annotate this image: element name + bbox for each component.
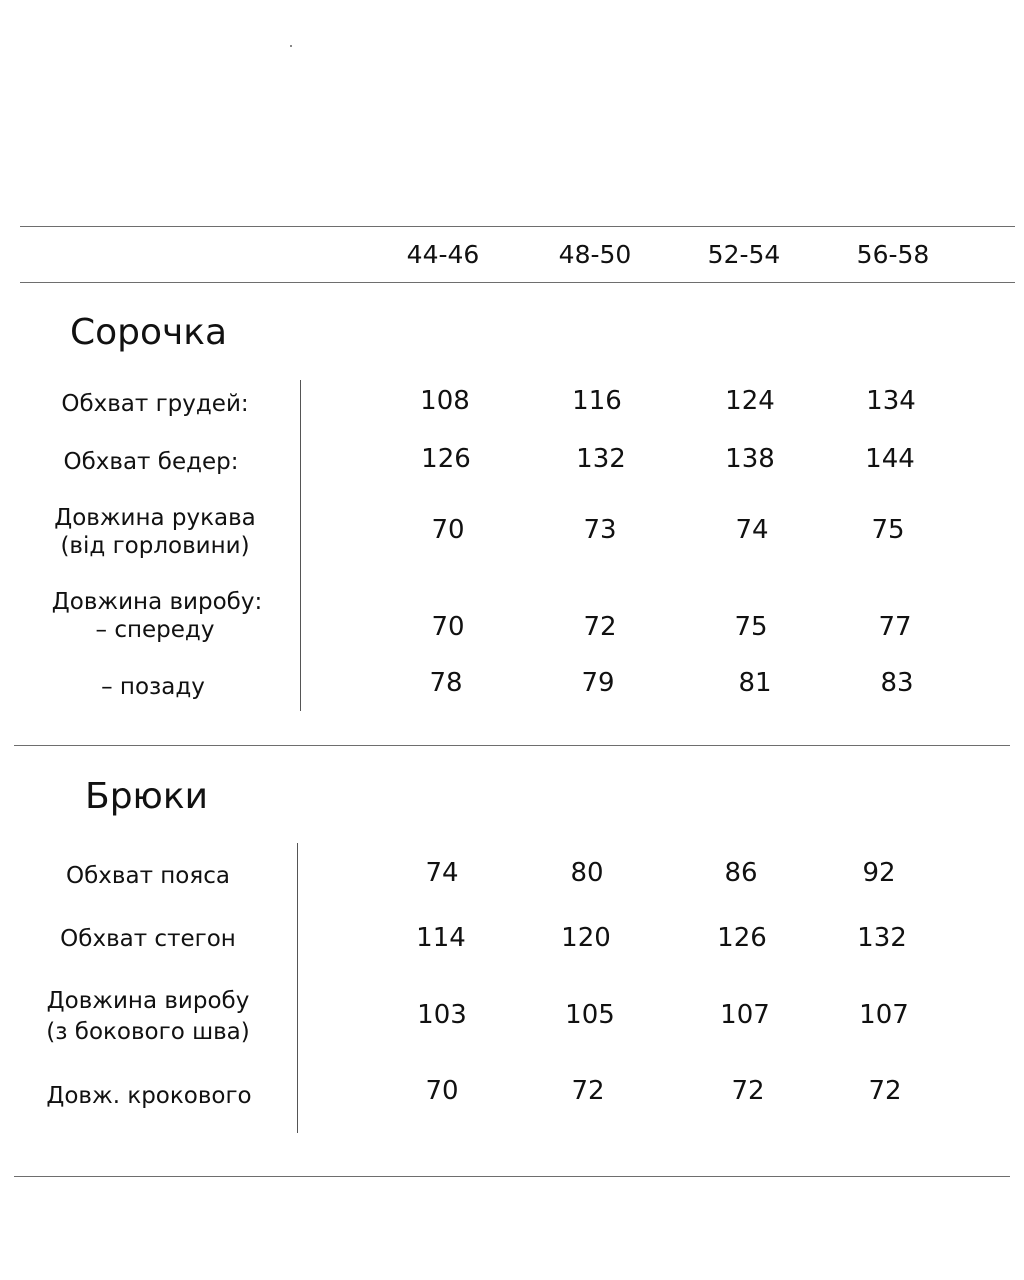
measure-value: 79 bbox=[581, 668, 615, 698]
measure-value: 108 bbox=[420, 386, 470, 416]
measure-value: 73 bbox=[583, 515, 617, 545]
measure-value: 74 bbox=[425, 858, 459, 888]
measure-label: Обхват стегон bbox=[60, 926, 236, 952]
measure-label-line1: Довжина виробу bbox=[46, 988, 250, 1014]
size-column-header: 56-58 bbox=[856, 240, 930, 269]
measure-value: 120 bbox=[561, 923, 611, 953]
shirt-column-divider bbox=[300, 380, 301, 711]
measure-value: 83 bbox=[880, 668, 914, 698]
measure-value: 107 bbox=[859, 1000, 909, 1030]
measure-value: 72 bbox=[571, 1076, 605, 1106]
measure-value: 86 bbox=[724, 858, 758, 888]
measure-value: 126 bbox=[421, 444, 471, 474]
measure-label-line2: – спереду bbox=[95, 617, 215, 643]
header-bottom-rule bbox=[20, 282, 1015, 283]
size-column-header: 48-50 bbox=[558, 240, 632, 269]
measure-label: – позаду bbox=[101, 674, 205, 700]
size-column-header: 52-54 bbox=[707, 240, 781, 269]
measure-value: 72 bbox=[868, 1076, 902, 1106]
measure-value: 107 bbox=[720, 1000, 770, 1030]
measure-value: 77 bbox=[878, 612, 912, 642]
measure-value: 70 bbox=[425, 1076, 459, 1106]
measure-value: 105 bbox=[565, 1000, 615, 1030]
measure-value: 74 bbox=[735, 515, 769, 545]
measure-value: 70 bbox=[431, 612, 465, 642]
measure-label-line1: Довжина виробу: bbox=[51, 589, 263, 615]
measure-label-line2: (від горловини) bbox=[60, 533, 250, 559]
speck-mark bbox=[290, 45, 292, 47]
header-top-rule bbox=[20, 226, 1015, 227]
size-column-header: 44-46 bbox=[406, 240, 480, 269]
measure-value: 114 bbox=[416, 923, 466, 953]
measure-value: 103 bbox=[417, 1000, 467, 1030]
measure-value: 72 bbox=[731, 1076, 765, 1106]
measure-label: Обхват грудей: bbox=[61, 391, 249, 417]
measure-value: 138 bbox=[725, 444, 775, 474]
measure-value: 132 bbox=[576, 444, 626, 474]
measure-value: 81 bbox=[738, 668, 772, 698]
measure-label: Обхват пояса bbox=[66, 863, 230, 889]
pants-section-title: Брюки bbox=[85, 776, 208, 817]
measure-value: 124 bbox=[725, 386, 775, 416]
measure-label-line2: (з бокового шва) bbox=[46, 1019, 250, 1045]
measure-value: 72 bbox=[583, 612, 617, 642]
section-divider bbox=[14, 745, 1010, 746]
measure-value: 80 bbox=[570, 858, 604, 888]
measure-value: 132 bbox=[857, 923, 907, 953]
measure-label: Довж. крокового bbox=[46, 1083, 252, 1109]
measure-label: Обхват бедер: bbox=[63, 449, 239, 475]
pants-column-divider bbox=[297, 843, 298, 1133]
bottom-rule bbox=[14, 1176, 1010, 1177]
measure-value: 75 bbox=[734, 612, 768, 642]
measure-value: 92 bbox=[862, 858, 896, 888]
measure-value: 144 bbox=[865, 444, 915, 474]
measure-value: 78 bbox=[429, 668, 463, 698]
measure-value: 126 bbox=[717, 923, 767, 953]
measure-value: 116 bbox=[572, 386, 622, 416]
measure-value: 134 bbox=[866, 386, 916, 416]
measure-label-line1: Довжина рукава bbox=[54, 505, 256, 531]
measure-value: 75 bbox=[871, 515, 905, 545]
shirt-section-title: Сорочка bbox=[70, 312, 228, 353]
measure-value: 70 bbox=[431, 515, 465, 545]
